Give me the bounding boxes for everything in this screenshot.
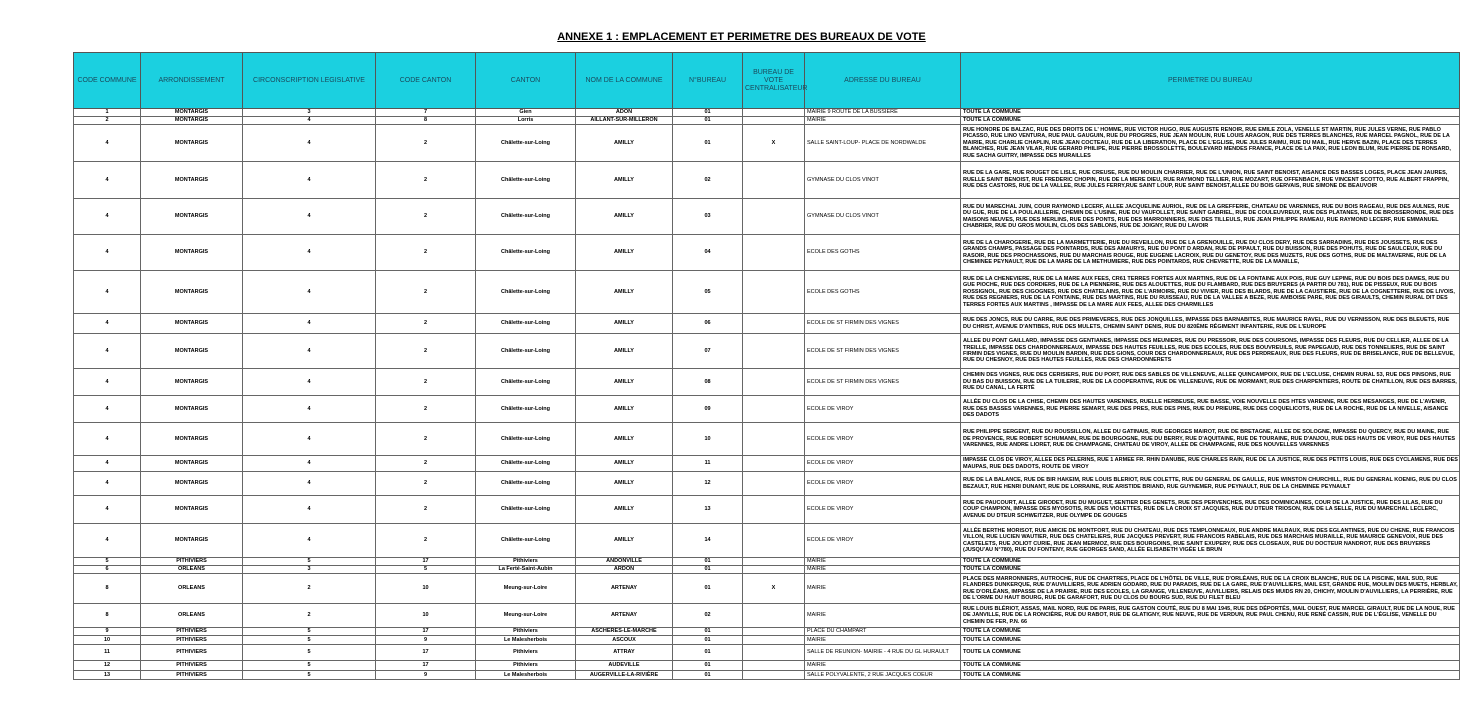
cell-circonscription: 4 [243, 235, 376, 271]
cell-bureau: 10 [673, 423, 743, 456]
cell-code-commune: 4 [74, 423, 141, 456]
cell-code-commune: 8 [74, 574, 141, 604]
cell-arrondissement: MONTARGIS [141, 117, 243, 125]
cell-arrondissement: MONTARGIS [141, 396, 243, 423]
cell-bureau: 11 [673, 456, 743, 472]
cell-arrondissement: ORLEANS [141, 566, 243, 574]
header-numero-bureau: N°BUREAU [673, 53, 743, 109]
cell-code-canton: 2 [376, 162, 476, 199]
cell-arrondissement: MONTARGIS [141, 423, 243, 456]
cell-arrondissement: PITHIVIERS [141, 558, 243, 566]
cell-circonscription: 3 [243, 109, 376, 117]
cell-canton: Châlette-sur-Loing [476, 199, 576, 235]
table-header-row [74, 53, 1460, 109]
cell-adresse: GYMNASE DU CLOS VINOT [805, 162, 961, 199]
header-nom-commune: NOM DE LA COMMUNE [576, 53, 673, 109]
cell-bureau: 13 [673, 496, 743, 524]
cell-perimetre: RUE PHILIPPE SERGENT, RUE DU ROUSSILLON, ALLEE DU GATINAIS, RUE GEORGES MAIROT, RUE DE BRETAGNE, ALLEE DE SOLOGNE, IMPASSE DU QUERCY, RUE DU MAINE, RUE DE PROVENCE, RUE ROBERT SCHUMANN, RUE DE BOURGOGNE, RUE DU BERRY, RUE D'AQUITAINE, RUE DE TOURAINE, RUE D'ANJOU, RUE DES HAUTS DE VIROY, RUE DES HAUTES VARENNES, RUE ANDRE LIORET, RUE DE CHAMPAGNE, CHATEAU DE VIROY, ALLEE DE CHAMPAGNE, RUE DES NOUVELLES VARENNES [961, 423, 1460, 456]
cell-centralisateur [743, 566, 805, 574]
cell-canton: La Ferté-Saint-Aubin [476, 566, 576, 574]
cell-bureau: 05 [673, 271, 743, 314]
cell-adresse: ECOLE DE ST FIRMIN DES VIGNES [805, 314, 961, 334]
cell-circonscription: 4 [243, 396, 376, 423]
cell-bureau: 02 [673, 162, 743, 199]
header-circonscription: CIRCONSCRIPTION LEGISLATIVE [243, 53, 376, 109]
cell-code-canton: 2 [376, 199, 476, 235]
cell-centralisateur [743, 496, 805, 524]
cell-commune: AMILLY [576, 125, 673, 162]
cell-centralisateur [743, 423, 805, 456]
cell-circonscription: 4 [243, 162, 376, 199]
cell-bureau: 14 [673, 524, 743, 558]
cell-commune: AUDEVILLE [576, 661, 673, 671]
cell-centralisateur [743, 199, 805, 235]
cell-code-canton: 2 [376, 125, 476, 162]
cell-commune: AMILLY [576, 524, 673, 558]
cell-arrondissement: ORLEANS [141, 604, 243, 628]
cell-circonscription: 4 [243, 496, 376, 524]
cell-bureau: 03 [673, 199, 743, 235]
cell-perimetre: RUE DU MARECHAL JUIN, COUR RAYMOND LECERF, ALLEE JACQUELINE AURIOL, RUE DE LA GREFFERIE, CHATEAU DE VARENNES, RUE DU BOIS RAGEAU, RUE DES AULNES, RUE DU GUE, RUE DE LA POULAILLERIE, CHEMIN DE L'USINE, RUE DU VAUFOLLET, RUE SAINT GABRIEL, RUE DE COULEUVREUX, RUE DES PLATANES, RUE DE BROSSERONDE, RUE DES MAISONS NEUVES, RUE DES MERLINS, RUE DES PONTS, RUE DES MARRONNIERS, RUE DES TILLEULS, RUE JEAN PHILIPPE RAMEAU, RUE RAYMOND LECERF, RUE EMMANUEL CHABRIER, RUE DU GROS MOULIN, CLOS DES SABLONS, RUE DE JOIGNY, RUE DU LAVOIR [961, 199, 1460, 235]
cell-bureau: 01 [673, 661, 743, 671]
cell-circonscription: 4 [243, 199, 376, 235]
cell-perimetre: TOUTE LA COMMUNE [961, 645, 1460, 661]
cell-commune: AMILLY [576, 396, 673, 423]
table-row [74, 472, 1460, 496]
cell-perimetre: TOUTE LA COMMUNE [961, 109, 1460, 117]
cell-code-commune: 10 [74, 636, 141, 645]
cell-code-commune: 4 [74, 314, 141, 334]
cell-canton: Châlette-sur-Loing [476, 472, 576, 496]
cell-arrondissement: MONTARGIS [141, 334, 243, 369]
cell-commune: AMILLY [576, 271, 673, 314]
cell-adresse: MAIRIE [805, 117, 961, 125]
cell-centralisateur [743, 524, 805, 558]
cell-adresse: PLACE DU CHAMPART [805, 628, 961, 636]
cell-circonscription: 4 [243, 472, 376, 496]
cell-code-commune: 12 [74, 661, 141, 671]
cell-canton: Châlette-sur-Loing [476, 456, 576, 472]
cell-circonscription: 5 [243, 558, 376, 566]
cell-adresse: MAIRIE [805, 604, 961, 628]
cell-centralisateur [743, 117, 805, 125]
cell-adresse: ECOLE DES GOTHS [805, 235, 961, 271]
cell-circonscription: 4 [243, 369, 376, 396]
cell-commune: ARTENAY [576, 604, 673, 628]
cell-canton: Pithiviers [476, 628, 576, 636]
table-row [74, 558, 1460, 566]
cell-code-canton: 2 [376, 314, 476, 334]
cell-commune: AMILLY [576, 496, 673, 524]
cell-adresse: ECOLE DE VIROY [805, 496, 961, 524]
cell-circonscription: 4 [243, 423, 376, 456]
cell-perimetre: TOUTE LA COMMUNE [961, 117, 1460, 125]
cell-bureau: 01 [673, 109, 743, 117]
cell-centralisateur [743, 369, 805, 396]
cell-commune: ASCOUX [576, 636, 673, 645]
cell-bureau: 01 [673, 125, 743, 162]
cell-perimetre: RUE DES JONCS, RUE DU CARRE, RUE DES PRIMEVERES, RUE DES JONQUILLES, IMPASSE DES BARNABITES, RUE MAURICE RAVEL, RUE DU VERNISSON, RUE DES BLEUETS, RUE DU CHRIST, AVENUE D'ANTIBES, RUE DES MULETS, CHEMIN SAINT DENIS, RUE DU 820ÈME RÉGIMENT INFANTERIE, RUE DE L'EUROPE [961, 314, 1460, 334]
cell-bureau: 02 [673, 604, 743, 628]
cell-centralisateur: X [743, 125, 805, 162]
cell-perimetre: RUE DE LA CHENEVIERE, RUE DE LA MARE AUX FEES, CR61 TERRES FORTES AUX MARTINS, RUE DE LA FONTAINE AUX POIS, RUE GUY LEPINE, RUE DU BOIS DES DAMES, RUE DU GUE PIOCHE, RUE DES CORDIERS, RUE DE LA PIENNERIE, RUE DES ALOUETTES, RUE DU FLAMBARD, RUE DES BRUYERES (A PARTIR DU 781), RUE DE PISSEUX, RUE DU BOIS ROSSIGNOL, RUE DES CIGOGNES, RUE DES CHATELAINS, RUE DE L'ARMOIRE, RUE DU VIVIER, RUE DES BLARDS, RUE DE LA CAUSTIERE, RUE DE LA COGNETTERIE, RUE DE LIVOIS, RUE DES REGNIERS, RUE DE LA FONTAINE, RUE DES MARTINS, RUE DU RUISSEAU, RUE DE LA VALLEE A BEZE, RUE AMBOISE PARE, RUE DES GIRAULTS, CHEMIN RURAL DIT DES TERRES FORTES AUX MARTINS , IMPASSE DE LA MARE AUX FEES, ALLEE DES CHARMILLES [961, 271, 1460, 314]
cell-arrondissement: MONTARGIS [141, 109, 243, 117]
cell-code-canton: 2 [376, 496, 476, 524]
table-row [74, 117, 1460, 125]
cell-centralisateur [743, 235, 805, 271]
cell-code-commune: 4 [74, 524, 141, 558]
cell-bureau: 01 [673, 645, 743, 661]
cell-circonscription: 2 [243, 604, 376, 628]
cell-code-canton: 2 [376, 524, 476, 558]
cell-code-commune: 4 [74, 472, 141, 496]
cell-canton: Châlette-sur-Loing [476, 423, 576, 456]
table-row [74, 671, 1460, 680]
cell-circonscription: 4 [243, 125, 376, 162]
cell-bureau: 01 [673, 574, 743, 604]
cell-canton: Châlette-sur-Loing [476, 271, 576, 314]
cell-arrondissement: MONTARGIS [141, 472, 243, 496]
table-row [74, 524, 1460, 558]
cell-canton: Châlette-sur-Loing [476, 524, 576, 558]
header-code-canton: CODE CANTON [376, 53, 476, 109]
cell-adresse: SALLE DE REUNION- MAIRIE - 4 RUE DU GL HURAULT [805, 645, 961, 661]
cell-canton: Le Malesherbois [476, 636, 576, 645]
cell-arrondissement: MONTARGIS [141, 235, 243, 271]
cell-perimetre: ALLÉE DU CLOS DE LA CHISE, CHEMIN DES HAUTES VARENNES, RUELLE HERBEUSE, RUE BASSE, VOIE NOUVELLE DES HTES VARENNE, RUE DES MESANGES, RUE DE L'AVENIR, RUE DES BASSES VARENNES, RUE PIERRE SEMART, RUE DES PRES, RUE DES PINS, RUE DU PRIEURE, RUE DES COQUELICOTS, RUE DE LA ROCHE, RUE DE LA NIVELLE, AISANCE DES DADOTS [961, 396, 1460, 423]
cell-centralisateur [743, 661, 805, 671]
cell-circonscription: 5 [243, 661, 376, 671]
cell-centralisateur [743, 558, 805, 566]
cell-perimetre: TOUTE LA COMMUNE [961, 661, 1460, 671]
cell-commune: ARDON [576, 566, 673, 574]
cell-code-commune: 9 [74, 628, 141, 636]
cell-commune: AMILLY [576, 456, 673, 472]
cell-circonscription: 5 [243, 645, 376, 661]
cell-commune: ATTRAY [576, 645, 673, 661]
cell-circonscription: 4 [243, 314, 376, 334]
cell-code-commune: 5 [74, 558, 141, 566]
cell-commune: AMILLY [576, 334, 673, 369]
cell-circonscription: 2 [243, 574, 376, 604]
cell-commune: AMILLY [576, 162, 673, 199]
cell-centralisateur [743, 636, 805, 645]
table-row [74, 496, 1460, 524]
cell-perimetre: TOUTE LA COMMUNE [961, 636, 1460, 645]
cell-canton: Le Malesherbois [476, 671, 576, 680]
cell-arrondissement: MONTARGIS [141, 314, 243, 334]
cell-adresse: ECOLE DE VIROY [805, 423, 961, 456]
cell-adresse: ECOLE DE VIROY [805, 456, 961, 472]
cell-code-canton: 5 [376, 566, 476, 574]
cell-commune: AILLANT-SUR-MILLERON [576, 117, 673, 125]
cell-code-commune: 4 [74, 496, 141, 524]
cell-adresse: ECOLE DE ST FIRMIN DES VIGNES [805, 334, 961, 369]
cell-code-canton: 2 [376, 334, 476, 369]
table-row [74, 396, 1460, 423]
cell-code-commune: 4 [74, 162, 141, 199]
cell-commune: ADON [576, 109, 673, 117]
cell-arrondissement: MONTARGIS [141, 125, 243, 162]
cell-canton: Châlette-sur-Loing [476, 125, 576, 162]
cell-perimetre: TOUTE LA COMMUNE [961, 628, 1460, 636]
cell-perimetre: PLACE DES MARRONNIERS, AUTROCHE, RUE DE CHARTRES, PLACE DE L'HÔTEL DE VILLE, RUE D'ORLÉANS, RUE DE LA CROIX BLANCHE, RUE DE LA PISCINE, MAIL SUD, RUE FLANDRES DUNKERQUE, RUE D'AUVILLIERS, RUE ADRIEN GODARD, RUE DU PARADIS, RUE DE LA GARE, RUE D'AUVILLIERS, MAIL EST, GRANDE RUE, MOULIN DES MUETS, HERBLAY, RUE D'ORLÉANS, IMPASSE DE LA PRAIRIE, RUE DES ECOLES, LA GRANGE, VILLENEUVE, AUVILLIERS, RELAIS DES MUIDS RN 20, CHICHY, MOULIN D'AUVILLIERS, LA PERRIÈRE, RUE DE L'ORME DU HAUT BOURG, RUE DE GARAFORT, RUE DU CLOS DU BOURG SUD, RUE DU FILET BLEU [961, 574, 1460, 604]
cell-code-commune: 4 [74, 334, 141, 369]
cell-code-canton: 2 [376, 271, 476, 314]
polling-stations-table [73, 52, 1460, 680]
cell-commune: AMILLY [576, 423, 673, 456]
cell-perimetre: IMPASSE CLOS DE VIROY, ALLEE DES PELERINS, RUE 1 ARMEE FR. RHIN DANUBE, RUE CHARLES RAIN, RUE DE LA JUSTICE, RUE DES PETITS LOUIS, RUE DES CYCLAMENS, RUE DES MAUPAS, RUE DES DADOTS, ROUTE DE VIROY [961, 456, 1460, 472]
cell-centralisateur: X [743, 574, 805, 604]
cell-code-canton: 17 [376, 558, 476, 566]
table-row [74, 271, 1460, 314]
cell-perimetre: RUE DE LA GARE, RUE ROUGET DE LISLE, RUE CREUSE, RUE DU MOULIN CHARRIER, RUE DE L'UNION, RUE SAINT BENOIST, AISANCE DES BASSES LOGES, PLACE JEAN JAURES, RUELLE SAINT BENOIST, RUE FREDERIC CHOPIN, RUE DE LA MERE DIEU, RUE RAYMOND TELLIER, RUE MOZART, RUE OFFENBACH, RUE VINCENT SCOTTO, RUE ALBERT FRAPPIN, RUE DES CASTORS, RUE DE LA VALLEE, RUE JULES FERRY,RUE SAINT LOUP, RUE SAINT BENOIST,ALLEE DU BOIS GERVAIS, RUE SIMONE DE BEAUVOIR [961, 162, 1460, 199]
cell-adresse: ECOLE DE VIROY [805, 524, 961, 558]
cell-centralisateur [743, 314, 805, 334]
table-row [74, 199, 1460, 235]
cell-adresse: MAIRIE 9 ROUTE DE LA BUSSIERE [805, 109, 961, 117]
cell-arrondissement: PITHIVIERS [141, 661, 243, 671]
cell-bureau: 08 [673, 369, 743, 396]
cell-code-commune: 6 [74, 566, 141, 574]
cell-centralisateur [743, 271, 805, 314]
cell-circonscription: 4 [243, 117, 376, 125]
header-code-commune: CODE COMMUNE [74, 53, 141, 109]
cell-canton: Châlette-sur-Loing [476, 369, 576, 396]
cell-code-canton: 10 [376, 574, 476, 604]
cell-centralisateur [743, 628, 805, 636]
cell-centralisateur [743, 162, 805, 199]
table-row [74, 125, 1460, 162]
cell-adresse: SALLE SAINT-LOUP- PLACE DE NORDWALDE [805, 125, 961, 162]
header-canton: CANTON [476, 53, 576, 109]
cell-arrondissement: MONTARGIS [141, 496, 243, 524]
cell-arrondissement: ORLEANS [141, 574, 243, 604]
cell-code-commune: 4 [74, 271, 141, 314]
cell-code-canton: 17 [376, 661, 476, 671]
cell-code-canton: 7 [376, 109, 476, 117]
cell-code-commune: 13 [74, 671, 141, 680]
cell-bureau: 09 [673, 396, 743, 423]
cell-code-canton: 9 [376, 636, 476, 645]
cell-commune: ASCHÈRES-LE-MARCHÉ [576, 628, 673, 636]
cell-code-canton: 2 [376, 456, 476, 472]
cell-canton: Pithiviers [476, 558, 576, 566]
cell-code-canton: 17 [376, 645, 476, 661]
cell-centralisateur [743, 645, 805, 661]
cell-commune: AMILLY [576, 235, 673, 271]
table-row [74, 645, 1460, 661]
cell-code-commune: 4 [74, 456, 141, 472]
cell-centralisateur [743, 334, 805, 369]
cell-adresse: GYMNASE DU CLOS VINOT [805, 199, 961, 235]
cell-commune: AMILLY [576, 472, 673, 496]
cell-arrondissement: MONTARGIS [141, 369, 243, 396]
cell-adresse: MAIRIE [805, 661, 961, 671]
header-bureau-centralisateur: BUREAU DE VOTE CENTRALISATEUR [743, 53, 805, 109]
cell-circonscription: 4 [243, 334, 376, 369]
cell-canton: Châlette-sur-Loing [476, 334, 576, 369]
cell-code-commune: 4 [74, 396, 141, 423]
cell-code-canton: 2 [376, 396, 476, 423]
cell-circonscription: 5 [243, 671, 376, 680]
table-row [74, 162, 1460, 199]
cell-perimetre: TOUTE LA COMMUNE [961, 558, 1460, 566]
cell-canton: Châlette-sur-Loing [476, 235, 576, 271]
cell-code-commune: 8 [74, 604, 141, 628]
cell-adresse: SALLE POLYVALENTE, 2 RUE JACQUES COEUR [805, 671, 961, 680]
cell-canton: Meung-sur-Loire [476, 574, 576, 604]
cell-code-canton: 2 [376, 423, 476, 456]
table-row [74, 661, 1460, 671]
table-row [74, 423, 1460, 456]
cell-centralisateur [743, 456, 805, 472]
cell-adresse: ECOLE DES GOTHS [805, 271, 961, 314]
cell-canton: Lorris [476, 117, 576, 125]
cell-circonscription: 5 [243, 636, 376, 645]
table-row [74, 235, 1460, 271]
table-row [74, 628, 1460, 636]
document-title: ANNEXE 1 : EMPLACEMENT ET PERIMETRE DES BUREAUX DE VOTE [557, 31, 926, 43]
cell-centralisateur [743, 604, 805, 628]
cell-arrondissement: MONTARGIS [141, 524, 243, 558]
cell-bureau: 01 [673, 558, 743, 566]
cell-arrondissement: MONTARGIS [141, 162, 243, 199]
cell-bureau: 01 [673, 671, 743, 680]
cell-code-canton: 17 [376, 628, 476, 636]
header-arrondissement: ARRONDISSEMENT [141, 53, 243, 109]
cell-code-commune: 4 [74, 199, 141, 235]
cell-adresse: MAIRIE [805, 574, 961, 604]
table-row [74, 636, 1460, 645]
cell-bureau: 01 [673, 628, 743, 636]
cell-adresse: ECOLE DE ST FIRMIN DES VIGNES [805, 369, 961, 396]
cell-circonscription: 3 [243, 566, 376, 574]
cell-canton: Châlette-sur-Loing [476, 314, 576, 334]
table-row [74, 334, 1460, 369]
cell-centralisateur [743, 472, 805, 496]
cell-perimetre: RUE HONORE DE BALZAC, RUE DES DROITS DE L' HOMME, RUE VICTOR HUGO, RUE AUGUSTE RENOIR, RUE EMILE ZOLA, VENELLE ST MARTIN, RUE JULES VERNE, RUE PABLO PICASSO, RUE LINO VENTURA, RUE PAUL GAUGUIN, RUE DU PROGRES, RUE JEAN MOULIN, RUE LOUIS ARAGON, RUE DES TERRES BLANCHES, RUE MARCEL PAGNOL, RUE DE LA MAIRIE, RUE CHARLIE CHAPLIN, RUE JEAN COCTEAU, RUE DE LA LIBERATION, PLACE DE L'EGLISE, RUE JULES RAIMU, RUE DU MAIL, RUE HERVE BAZIN, PLACE DES TERRES BLANCHES, RUE JEAN VILAR, RUE GERARD PHILIPE, RUE PIERRE BROSSOLETTE, BOULEVARD MENDES FRANCE, PLACE DE LA PAIX, RUE LEON BLUM, RUE PIERRE DE RONSARD, RUE SACHA GUITRY, IMPASSE DES MURAILLES [961, 125, 1460, 162]
cell-code-commune: 4 [74, 125, 141, 162]
cell-circonscription: 4 [243, 456, 376, 472]
cell-bureau: 01 [673, 566, 743, 574]
cell-circonscription: 4 [243, 271, 376, 314]
cell-adresse: MAIRIE [805, 558, 961, 566]
cell-commune: AMILLY [576, 369, 673, 396]
cell-commune: AUGERVILLE-LA-RIVIÈRE [576, 671, 673, 680]
table-row [74, 369, 1460, 396]
cell-code-commune: 1 [74, 109, 141, 117]
cell-adresse: ECOLE DE VIROY [805, 472, 961, 496]
cell-commune: ANDONVILLE [576, 558, 673, 566]
cell-perimetre: TOUTE LA COMMUNE [961, 671, 1460, 680]
cell-code-commune: 4 [74, 369, 141, 396]
cell-arrondissement: MONTARGIS [141, 456, 243, 472]
cell-code-canton: 2 [376, 235, 476, 271]
cell-adresse: MAIRIE [805, 636, 961, 645]
cell-canton: Pithiviers [476, 661, 576, 671]
cell-perimetre: ALLÉE BERTHE MORISOT, RUE AMICIE DE MONTFORT, RUE DU CHATEAU, RUE DES TEMPLONNEAUX, RUE ANDRE MALRAUX, RUE DES EGLANTINES, RUE DU CHENE, RUE FRANCOIS VILLON, RUE LUCIEN WAUTIER, RUE DES CHATELIERS, RUE JACQUES PREVERT, RUE FRANCOIS RABELAIS, RUE DES MARCHAIS MURAILLE, RUE MAURICE GENEVOIX, RUE DES CASTELETS, RUE JOLIOT CURIE, RUE JEAN MERMOZ, RUE DES BOURGOINS, RUE SAINT EXUPERY, RUE DES CLOSEAUX, RUE DU DOCTEUR NANDROT, RUE DES BRUYERES (JUSQU'AU N°780), RUE DU FONTENY, RUE GEORGES SAND, ALLÉE ELISABETH VIGÉE LE BRUN [961, 524, 1460, 558]
cell-canton: Châlette-sur-Loing [476, 496, 576, 524]
cell-bureau: 07 [673, 334, 743, 369]
cell-canton: Châlette-sur-Loing [476, 162, 576, 199]
cell-perimetre: RUE DE LA CHAROGERIE, RUE DE LA MARMETTERIE, RUE DU REVEILLON, RUE DE LA GRENOUILLE, RUE DU CLOS DERY, RUE DES SARRADINS, RUE DES JOUSSETS, RUE DES GRANDS CHAMPS, PASSAGE DES POINTARDS, RUE DES AMAURYS, RUE DU PONT D ARDAN, RUE DE PIPAULT, RUE DU BUISSON, RUE DES POHUTS, RUE DE SAULCEUX, RUE DU RASOIR, RUE DES PROCHASSONS, RUE DU MARCHAIS ROUGE, RUE EUGENE LACROIX, RUE DU GENETOY, RUE DES MUZETS, RUE DES GOTHS, RUE DE MALTAVERNE, RUE DE LA CHEMINEE PEYNAULT, RUE DE LA MARE DE LA METHUMIERE, RUE DES POINTARDS, RUE CHEVRETTE, RUE DE LA MANILLE, [961, 235, 1460, 271]
cell-perimetre: RUE LOUIS BLÉRIOT, ASSAS, MAIL NORD, RUE DE PARIS, RUE GASTON COUTÉ, RUE DU 8 MAI 1945, RUE DES DÉPORTÉS, MAIL OUEST, RUE MARCEL GIRAULT, RUE DE LA NOUE, RUE DE JANVILLE, RUE DE LA RONCIÈRE, RUE DU RABOT, RUE DE GLATIGNY, RUE NEUVE, RUE DE VERDUN, RUE PAUL CHENU, RUE RENÉ CASSIN, RUE DE L'ÉGLISE, VENELLE DU CHEMIN DE FER, P.N. 66 [961, 604, 1460, 628]
cell-arrondissement: PITHIVIERS [141, 628, 243, 636]
table-row [74, 456, 1460, 472]
cell-canton: Meung-sur-Loire [476, 604, 576, 628]
cell-code-canton: 9 [376, 671, 476, 680]
cell-bureau: 01 [673, 117, 743, 125]
cell-perimetre: RUE DE PAUCOURT, ALLEE GIRODET, RUE DU MUGUET, SENTIER DES GENETS, RUE DES PERVENCHES, RUE DES DOMINICAINES, COUR DE LA JUSTICE, RUE DES LILAS, RUE DU COUP CHAMPION, IMPASSE DES MYOSOTIS, RUE DES VIOLETTES, RUE DE LA CROIX ST JACQUES, RUE DU DTEUR TRIOSON, RUE DE LA SELLE, RUE DU MARECHAL LECLERC, AVENUE DU DTEUR SCHWEITZER, RUE OLYMPE DE GOUGES [961, 496, 1460, 524]
table-row [74, 566, 1460, 574]
table-row [74, 604, 1460, 628]
cell-canton: Châlette-sur-Loing [476, 396, 576, 423]
cell-code-commune: 4 [74, 235, 141, 271]
cell-circonscription: 5 [243, 628, 376, 636]
header-perimetre: PERIMETRE DU BUREAU [961, 53, 1460, 109]
cell-canton: Pithiviers [476, 645, 576, 661]
cell-perimetre: CHEMIN DES VIGNES, RUE DES CERISIERS, RUE DU PORT, RUE DES SABLES DE VILLENEUVE, ALLEE QUINCAMPOIX, RUE DE L'ECLUSE, CHEMIN RURAL 53, RUE DES PINSONS, RUE DU BAS DU BUISSON, RUE DE LA TUILERIE, RUE DE LA COOPERATIVE, RUE DE VILLENEUVE, RUE DE MORMANT, RUE DES CHARPENTIERS, ROUTE DE CHATILLON, RUE DES BARRES, RUE DU CANAL, LA FERTÉ [961, 369, 1460, 396]
cell-code-canton: 8 [376, 117, 476, 125]
cell-arrondissement: PITHIVIERS [141, 636, 243, 645]
cell-bureau: 06 [673, 314, 743, 334]
cell-code-commune: 11 [74, 645, 141, 661]
cell-commune: ARTENAY [576, 574, 673, 604]
cell-centralisateur [743, 109, 805, 117]
cell-canton: Gien [476, 109, 576, 117]
cell-commune: AMILLY [576, 314, 673, 334]
table-row [74, 574, 1460, 604]
cell-commune: AMILLY [576, 199, 673, 235]
cell-bureau: 01 [673, 636, 743, 645]
cell-bureau: 12 [673, 472, 743, 496]
cell-arrondissement: MONTARGIS [141, 199, 243, 235]
cell-adresse: ECOLE DE VIROY [805, 396, 961, 423]
cell-perimetre: TOUTE LA COMMUNE [961, 566, 1460, 574]
cell-code-canton: 2 [376, 472, 476, 496]
cell-arrondissement: PITHIVIERS [141, 671, 243, 680]
table-row [74, 109, 1460, 117]
cell-perimetre: RUE DE LA BALANCE, RUE DE BIR HAKEIM, RUE LOUIS BLERIOT, RUE COLETTE, RUE DU GENERAL DE GAULLE, RUE WINSTON CHURCHILL, RUE DU GENERAL KOENIG, RUE DU CLOS BEZAULT, RUE HENRI DUNANT, RUE DE LORRAINE, RUE ARISTIDE BRIAND, RUE GUYNEMER, RUE PEYNAULT, RUE DE LA CHEMINEE PEYNAULT [961, 472, 1460, 496]
header-adresse: ADRESSE DU BUREAU [805, 53, 961, 109]
cell-centralisateur [743, 671, 805, 680]
cell-perimetre: ALLEE DU PONT GAILLARD, IMPASSE DES GENTIANES, IMPASSE DES MEUNIERS, RUE DU PRESSOIR, RUE DES COURSONS, IMPASSE DES FLEURS, RUE DU CELLIER, ALLEE DE LA TREILLE, IMPASSE DES CHARDONNEREAUX, IMPASSE DES HAUTES FEUILLES, RUE DES ECOLES, RUE DES BOUVREUILS, RUE PAPEGAUD, RUE DES TONNELIERS, RUE DE SAINT FIRMIN DES VIGNES, RUE DU MOULIN BARDIN, RUE DES GIONS, COUR DES CHARDONNEREAUX, RUE DES PERDREAUX, RUE DES FLEURS, RUE DE BRISELANCE, RUE DE BELLEVUE, RUE DU CHESNOY, RUE DES HAUTES FEUILLES, RUE DES CHARDONNERETS [961, 334, 1460, 369]
cell-code-canton: 10 [376, 604, 476, 628]
cell-centralisateur [743, 396, 805, 423]
table-row [74, 314, 1460, 334]
cell-arrondissement: PITHIVIERS [141, 645, 243, 661]
cell-circonscription: 4 [243, 524, 376, 558]
cell-code-canton: 2 [376, 369, 476, 396]
cell-arrondissement: MONTARGIS [141, 271, 243, 314]
cell-bureau: 04 [673, 235, 743, 271]
cell-code-commune: 2 [74, 117, 141, 125]
cell-adresse: MAIRIE [805, 566, 961, 574]
